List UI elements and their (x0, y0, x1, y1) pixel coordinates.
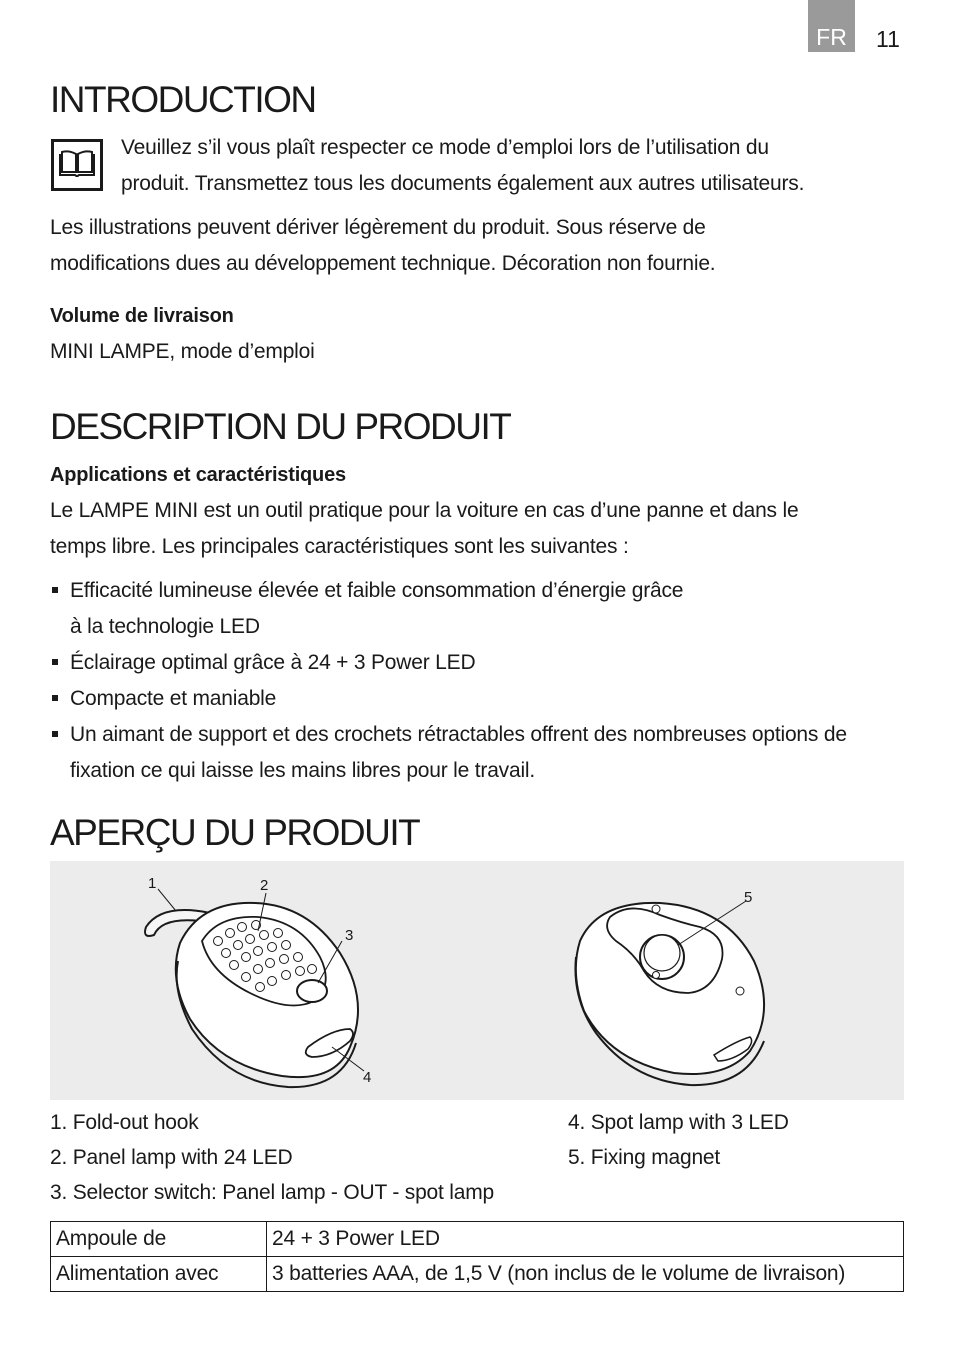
feature-text: fixation ce qui laisse les mains libres pour le travail. (70, 759, 536, 782)
callout-5: 5 (744, 889, 753, 906)
table-row (51, 1222, 904, 1257)
language-badge (808, 0, 855, 52)
feature-text: Efficacité lumineuse élevée et faible consommation d’énergie grâce (70, 579, 684, 602)
manual-note-line: Veuillez s’il vous plaît respecter ce mode d’emploi lors de l’utilisation du (121, 136, 769, 159)
spec-label: Alimentation avec (51, 1257, 267, 1292)
section-title-description: DESCRIPTION DU PRODUIT (50, 406, 511, 447)
spec-label: Ampoule de (51, 1222, 267, 1257)
callout-3: 3 (345, 927, 354, 944)
part-item: 5. Fixing magnet (568, 1146, 721, 1169)
section-title-overview: APERÇU DU PRODUIT (50, 812, 420, 853)
feature-text: Éclairage optimal grâce à 24 + 3 Power LED (70, 651, 476, 674)
callout-2: 2 (260, 877, 269, 894)
parts-list-left (50, 1105, 494, 1210)
language-code: FR (816, 24, 847, 50)
feature-item (50, 717, 890, 789)
feature-text: Un aimant de support et des crochets rétractables offrent des nombreuses options de (70, 723, 847, 746)
table-row (51, 1257, 904, 1292)
applications-heading: Applications et caractéristiques (50, 464, 346, 486)
feature-list (50, 573, 890, 789)
feature-item (50, 573, 890, 645)
disclaimer-line: Les illustrations peuvent dériver légèrement du produit. Sous réserve de (50, 216, 706, 239)
callout-1: 1 (148, 875, 157, 892)
delivery-contents: MINI LAMPE, mode d’emploi (50, 340, 315, 363)
product-illustration (50, 861, 904, 1100)
part-item: 1. Fold-out hook (50, 1111, 199, 1134)
parts-list-right (568, 1105, 789, 1175)
feature-text: à la technologie LED (70, 615, 260, 638)
section-title-introduction: INTRODUCTION (50, 79, 316, 120)
delivery-heading: Volume de livraison (50, 305, 234, 327)
disclaimer-line: modifications dues au développement technique. Décoration non fournie. (50, 252, 716, 275)
specifications-table (50, 1221, 904, 1292)
feature-text: Compacte et maniable (70, 687, 277, 710)
description-line: temps libre. Les principales caractéristiques sont les suivantes : (50, 535, 629, 558)
description-line: Le LAMPE MINI est un outil pratique pour la voiture en cas d’une panne et dans le (50, 499, 799, 522)
book-icon (51, 139, 103, 191)
feature-item (50, 681, 890, 717)
part-item: 2. Panel lamp with 24 LED (50, 1146, 293, 1169)
callout-4: 4 (363, 1069, 372, 1086)
page-number: 11 (876, 26, 900, 52)
manual-note (121, 130, 804, 202)
lamp-back-view (50, 861, 904, 1100)
part-item: 3. Selector switch: Panel lamp - OUT - spot lamp (50, 1181, 495, 1204)
description-intro (50, 493, 798, 565)
spec-value: 3 batteries AAA, de 1,5 V (non inclus de le volume de livraison) (267, 1257, 904, 1292)
spec-value: 24 + 3 Power LED (267, 1222, 904, 1257)
manual-note-line: produit. Transmettez tous les documents également aux autres utilisateurs. (121, 172, 805, 195)
illustration-disclaimer (50, 210, 715, 282)
feature-item (50, 645, 890, 681)
part-item: 4. Spot lamp with 3 LED (568, 1111, 789, 1134)
